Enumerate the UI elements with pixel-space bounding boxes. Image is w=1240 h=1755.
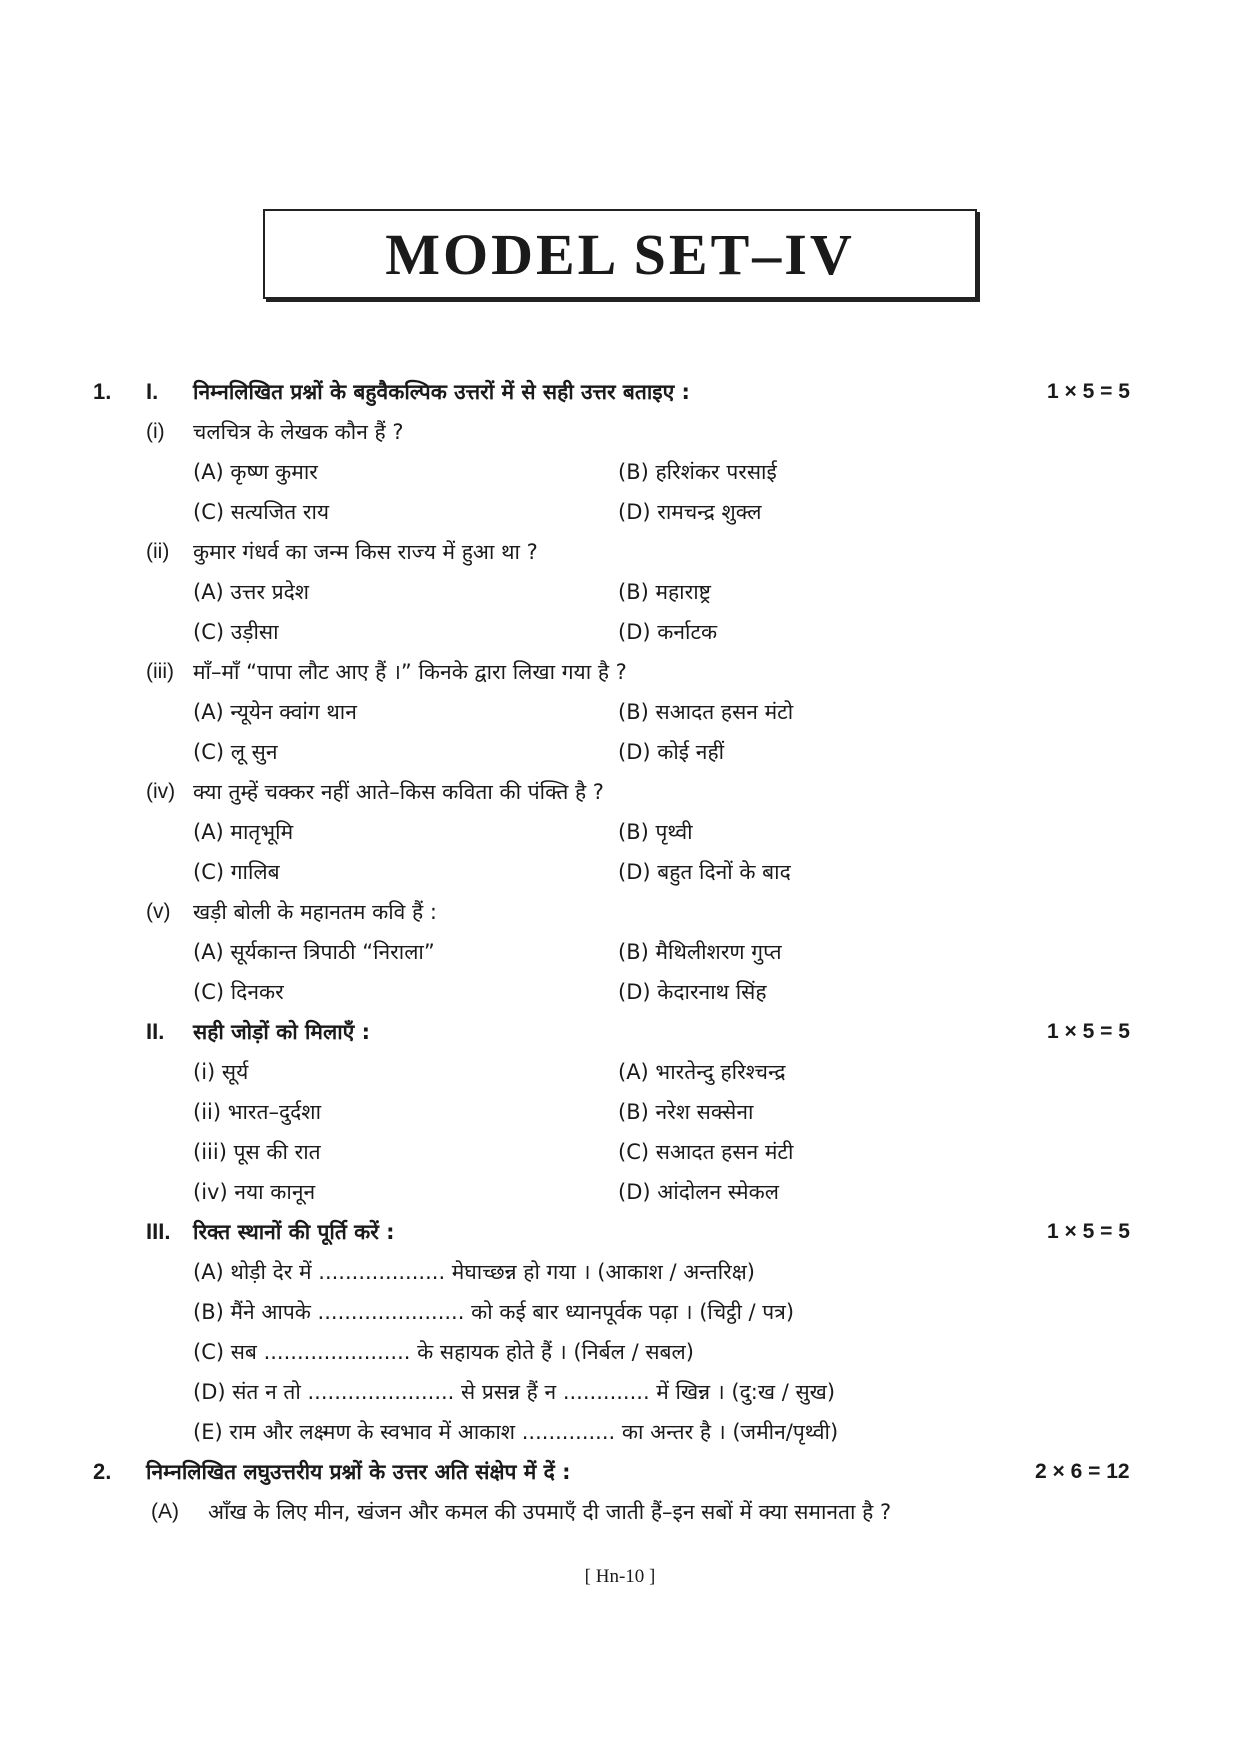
- option: (A) सूर्यकान्त त्रिपाठी “निराला”: [193, 940, 435, 964]
- question-index: (i): [146, 420, 165, 443]
- option: (B) सआदत हसन मंटो: [618, 700, 794, 724]
- option: (C) दिनकर: [193, 980, 284, 1004]
- question-index: (v): [146, 900, 171, 923]
- fill-blank-item: (D) संत न तो ...................... से प्रसन्न हैं न ............. में खिन्न । (दु:ख / सुख): [193, 1380, 836, 1404]
- page-title: MODEL SET–IV: [385, 221, 855, 287]
- question-text: खड़ी बोली के महानतम कवि हैं :: [193, 900, 437, 924]
- match-right-item: (C) सआदत हसन मंटी: [618, 1140, 794, 1164]
- option: (C) लू सुन: [193, 740, 278, 764]
- match-left-item: (iv) नया कानून: [193, 1180, 316, 1204]
- marks: 1 × 5 = 5: [1047, 1020, 1130, 1043]
- marks: 2 × 6 = 12: [1035, 1460, 1130, 1483]
- question-text: चलचित्र के लेखक कौन हैं ?: [193, 420, 404, 444]
- question-text: माँ–माँ “पापा लौट आए हैं ।” किनके द्वारा लिखा गया है ?: [193, 660, 627, 684]
- option: (B) मैथिलीशरण गुप्त: [618, 940, 782, 964]
- option: (D) बहुत दिनों के बाद: [618, 860, 791, 884]
- question-text: क्या तुम्हें चक्कर नहीं आते–किस कविता की पंक्ति है ?: [193, 780, 604, 804]
- question-text: आँख के लिए मीन, खंजन और कमल की उपमाएँ दी जाती हैं–इन सबों में क्या समानता है ?: [208, 1500, 892, 1524]
- section-label: II.: [146, 1019, 165, 1044]
- question-index: (iv): [146, 780, 176, 803]
- marks: 1 × 5 = 5: [1047, 380, 1130, 403]
- question-text: कुमार गंधर्व का जन्म किस राज्य में हुआ था ?: [193, 540, 538, 564]
- option: (B) पृथ्वी: [618, 820, 693, 844]
- option: (B) हरिशंकर परसाई: [618, 460, 777, 484]
- option: (D) कर्नाटक: [618, 620, 718, 644]
- fill-blank-item: (A) थोड़ी देर में ................... मेघाच्छन्न हो गया । (आकाश / अन्तरिक्ष): [193, 1260, 755, 1284]
- option: (C) गालिब: [193, 860, 280, 884]
- marks: 1 × 5 = 5: [1047, 1220, 1130, 1243]
- title-box: [263, 209, 977, 299]
- section-heading: निम्नलिखित प्रश्नों के बहुवैकल्पिक उत्तरों में से सही उत्तर बताइए :: [193, 380, 690, 404]
- section-heading: निम्नलिखित लघुउत्तरीय प्रश्नों के उत्तर अति संक्षेप में दें :: [146, 1460, 571, 1484]
- section-label: I.: [146, 379, 159, 404]
- question-index: (iii): [146, 660, 174, 683]
- option: (B) महाराष्ट्र: [618, 580, 711, 604]
- option: (D) रामचन्द्र शुक्ल: [618, 500, 762, 524]
- match-right-item: (A) भारतेन्दु हरिश्चन्द्र: [618, 1060, 786, 1084]
- option: (C) सत्यजित राय: [193, 500, 330, 524]
- page-footer: [ Hn-10 ]: [584, 1566, 656, 1587]
- fill-blank-item: (E) राम और लक्ष्मण के स्वभाव में आकाश .............. का अन्तर है । (जमीन/पृथ्वी): [193, 1420, 839, 1444]
- fill-blank-item: (B) मैंने आपके ...................... को कई बार ध्यानपूर्वक पढ़ा । (चिट्ठी / पत्र): [193, 1300, 795, 1324]
- match-left-item: (i) सूर्य: [193, 1060, 249, 1084]
- section-heading: रिक्त स्थानों की पूर्ति करें :: [193, 1220, 395, 1244]
- option: (A) मातृभूमि: [193, 820, 294, 844]
- match-right-item: (D) आंदोलन स्मेकल: [618, 1180, 779, 1204]
- section-heading: सही जोड़ों को मिलाएँ :: [193, 1020, 370, 1044]
- fill-blank-item: (C) सब ...................... के सहायक होते हैं । (निर्बल / सबल): [193, 1340, 694, 1364]
- option: (D) कोई नहीं: [618, 740, 725, 764]
- option: (A) कृष्ण कुमार: [193, 460, 318, 484]
- match-right-item: (B) नरेश सक्सेना: [618, 1100, 754, 1124]
- match-left-item: (ii) भारत–दुर्दशा: [193, 1100, 322, 1124]
- question-index: (ii): [146, 540, 170, 563]
- match-left-item: (iii) पूस की रात: [193, 1140, 321, 1164]
- option: (D) केदारनाथ सिंह: [618, 980, 767, 1004]
- option: (A) न्यूयेन क्वांग थान: [193, 700, 357, 724]
- question-number: 2.: [93, 1459, 112, 1484]
- option: (C) उड़ीसा: [193, 620, 279, 644]
- section-label: III.: [146, 1219, 171, 1244]
- question-index: (A): [151, 1500, 179, 1523]
- option: (A) उत्तर प्रदेश: [193, 580, 310, 604]
- question-number: 1.: [93, 379, 112, 404]
